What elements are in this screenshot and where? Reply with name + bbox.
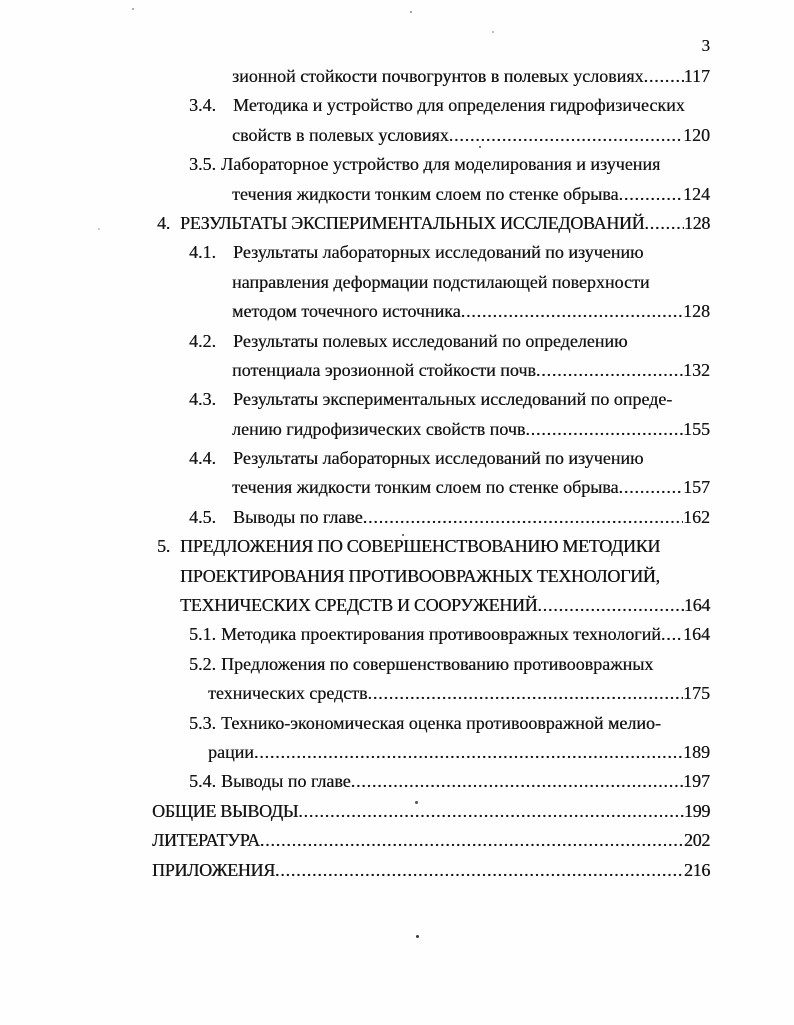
dot-leader [461,297,683,326]
scan-speck [479,146,481,148]
toc-entry-text: ПРОЕКТИРОВАНИЯ ПРОТИВООВРАЖНЫХ ТЕХНОЛОГИЙ, [180,565,660,586]
toc-line [152,121,710,150]
toc-entry-text: Технико-экономическая оценка противоовражной мелио- [221,712,661,733]
dot-leader [260,826,684,855]
dot-leader [619,180,684,209]
dot-leader [368,679,684,708]
toc-entry-text: Методика проектирования противоовражных технологий [221,624,661,645]
toc-line [152,238,710,267]
toc-line [152,620,710,649]
dot-leader [351,767,683,796]
toc-entry-number: 3.4. [189,95,216,116]
toc-entry-text: лению гидрофизических свойств почв [232,418,526,439]
dot-leader [644,62,684,91]
toc-entry-number: 5.1. [189,624,216,645]
toc-line [152,385,710,414]
toc-line [152,679,710,708]
toc-line [152,150,710,179]
dot-leader [275,856,684,885]
toc-entry-text: ПРИЛОЖЕНИЯ [152,859,275,880]
toc-page-ref: 197 [683,771,710,792]
toc-entry-text: ОБЩИЕ ВЫВОДЫ [152,800,299,821]
toc-entry-number: 5. [157,536,170,557]
toc-entry-text: Выводы по главе [221,771,351,792]
toc-page-ref: 117 [683,66,710,86]
toc-line [152,562,710,591]
toc-page-ref: 157 [683,477,710,498]
toc-line [152,415,710,444]
toc-line [152,62,710,91]
toc-page-ref: 189 [683,741,710,762]
toc-entry-number: 5.4. [189,771,216,792]
toc-line [152,297,710,326]
toc-line [152,591,710,620]
toc-entry-number: 4.2. [189,330,216,351]
toc-page-ref: 162 [683,506,710,527]
toc-entry-text: течения жидкости тонким слоем по стенке обрыва [232,477,619,498]
scan-speck [402,534,404,536]
toc-line [152,327,710,356]
toc-entry-text: потенциала эрозионной стойкости почв [232,359,536,380]
toc-page-ref: 164 [683,624,710,645]
toc-page-ref: 216 [683,859,710,880]
toc-entry-text: Методика и устройство для определения гидрофизических [233,95,685,116]
dot-leader [525,415,683,444]
toc-entry-number: 4.4. [189,448,216,469]
toc-line [152,709,710,738]
dot-leader [363,503,683,532]
toc-entry-text: Предложения по совершенствованию противоовражных [221,653,654,674]
toc-entry-number: 4. [157,212,170,233]
toc-entry-text: ЛИТЕРАТУРА [152,830,260,851]
toc-entry-text: технических средств [208,683,368,704]
dot-leader [661,620,683,649]
toc-page-ref: 164 [683,595,710,616]
toc-entry-text: методом точечного источника [232,301,461,322]
toc-entry-number: 4.1. [189,242,216,263]
toc-line [152,209,710,238]
toc-entry-text: свойств в полевых условиях [232,124,449,145]
dot-leader [644,209,684,238]
dot-leader [619,473,684,502]
scan-speck [416,935,419,938]
dot-leader [449,121,683,150]
toc-entry-number: 5.3. [189,712,216,733]
toc-page-ref: 132 [683,359,710,380]
toc-page-ref: 175 [683,683,710,704]
toc-entry-text: направления деформации подстилающей поверхности [232,271,650,292]
toc-entry-text: Результаты лабораторных исследований по изучению [233,242,644,263]
toc-entry-text: рации [208,741,254,762]
toc-line [152,826,710,855]
toc-entry-text: РЕЗУЛЬТАТЫ ЭКСПЕРИМЕНТАЛЬНЫХ ИССЛЕДОВАНИЙ [180,212,645,233]
toc-entry-number: 5.2. [189,653,216,674]
page-number-top: 3 [701,36,710,55]
toc-page-ref: 124 [683,183,710,204]
toc-page-ref: 199 [683,800,710,821]
toc-line [152,180,710,209]
toc-page-ref: 128 [683,212,710,233]
scan-speck [492,31,494,33]
toc-line [152,356,710,385]
toc-page-ref: 202 [683,830,710,851]
toc-line [152,503,710,532]
toc-line [152,650,710,679]
toc-entry-text: ТЕХНИЧЕСКИХ СРЕДСТВ И СООРУЖЕНИЙ [180,595,538,616]
toc-page-ref: 128 [683,301,710,322]
toc-entry-text: Лабораторное устройство для моделирования и изучения [221,154,661,175]
toc-entry-text: Результаты полевых исследований по определению [233,330,628,351]
toc-entry-number: 3.5. [189,154,216,175]
toc-line [152,268,710,297]
toc-page-ref: 155 [683,418,710,439]
table-of-contents [152,62,710,885]
dot-leader [537,591,684,620]
toc-line [152,767,710,796]
dot-leader [254,738,683,767]
dot-leader [298,797,684,826]
scan-speck [410,11,412,13]
toc-line [152,532,710,561]
toc-line [152,91,710,120]
toc-line [152,856,710,885]
toc-entry-text: Результаты экспериментальных исследований по опреде- [233,389,673,410]
toc-line [152,797,710,826]
toc-entry-text: течения жидкости тонким слоем по стенке обрыва [232,183,619,204]
toc-line [152,738,710,767]
toc-line [152,473,710,502]
toc-entry-number: 4.5. [189,506,216,527]
dot-leader [536,356,683,385]
toc-entry-text: зионной стойкости почвогрунтов в полевых условиях [232,66,644,86]
toc-entry-text: Результаты лабораторных исследований по изучению [233,448,644,469]
toc-entry-number: 4.3. [189,389,216,410]
toc-line [152,444,710,473]
toc-page-ref: 120 [683,124,710,145]
toc-entry-text: Выводы по главе [233,506,363,527]
scan-speck [415,801,418,804]
scan-speck [132,8,134,10]
scan-speck [98,228,100,230]
toc-entry-text: ПРЕДЛОЖЕНИЯ ПО СОВЕРШЕНСТВОВАНИЮ МЕТОДИКИ [180,536,661,557]
